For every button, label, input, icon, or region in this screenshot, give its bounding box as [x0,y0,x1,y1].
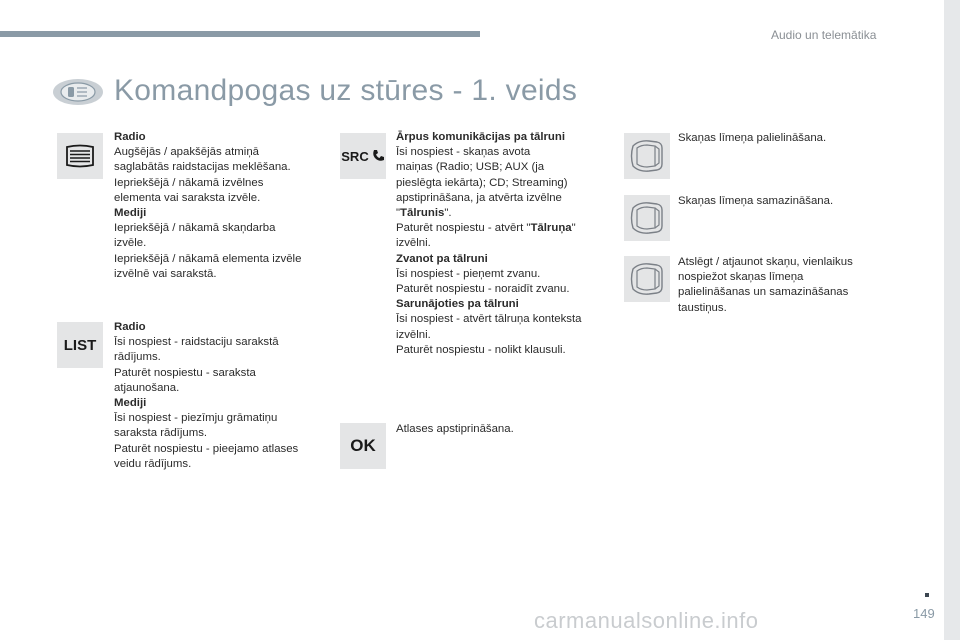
text-part: " [571,222,576,235]
column-3-block-1 [678,131,878,146]
scroll-wheel-icon [57,133,103,179]
section-header: Audio un telemātika [771,28,877,42]
text-line: elementa vai saraksta izvēle. [114,191,261,204]
text-emphasis: Tālrunis [400,207,445,220]
page-number: 149 [913,606,935,621]
text-line: Īsi nospiest - raidstaciju sarakstā [114,336,279,349]
top-rule [0,31,480,37]
steering-wheel-control-icon [52,78,104,106]
heading-media: Mediji [114,397,147,410]
text-line: pieslēgta iekārta); CD; Streaming) [396,176,568,189]
text-line: Augšējās / apakšējās atmiņā [114,146,259,159]
text-emphasis: Tālruņa [530,222,572,235]
text-line: saraksta rādījums. [114,427,208,440]
text-line: Skaņas līmeņa samazināšana. [678,195,834,207]
text-line: veidu rādījums. [114,457,192,470]
text-line: nospiežot skaņas līmeņa [678,271,804,284]
text-line [396,221,611,236]
text-part: Paturēt nospiestu - atvērt " [396,222,531,235]
text-line: palielināšanas un samazināšanas [678,286,849,299]
column-3-block-3 [678,255,878,316]
text-line: Īsi nospiest - pieņemt zvanu. [396,267,541,280]
volume-up-button-icon [624,133,670,179]
heading-during-call: Zvanot pa tālruni [396,252,488,265]
text-line [396,206,611,221]
text-line: Iepriekšējā / nākamā izvēlnes [114,176,264,189]
heading-radio: Radio [114,131,146,143]
text-line: izvēlni. [396,237,431,250]
mute-buttons-icon [624,256,670,302]
page-marker-dot [925,593,929,597]
src-button-icon [340,133,386,179]
text-line: izvēle. [114,237,147,250]
heading-talking: Sarunājoties pa tālruni [396,298,519,311]
text-line: rādījums. [114,351,161,364]
text-line: Iepriekšējā / nākamā elementa izvēle [114,252,302,265]
column-2-block-2 [396,422,611,437]
volume-down-button-icon [624,195,670,241]
heading-outside-call: Ārpus komunikācijas pa tālruni [396,131,566,143]
column-1-block-2 [114,320,326,472]
text-line: Īsi nospiest - piezīmju grāmatiņu [114,412,278,425]
ok-button-icon: OK [340,423,386,469]
list-button-icon: LIST [57,322,103,368]
text-line: Paturēt nospiestu - noraidīt zvanu. [396,283,570,296]
text-part: ". [444,207,452,220]
text-line: Īsi nospiest - skaņas avota [396,146,531,159]
text-line: Iepriekšējā / nākamā skaņdarba [114,222,276,235]
text-line: Skaņas līmeņa palielināšana. [678,132,827,144]
column-1-block-1 [114,130,326,282]
page-edge-strip [944,0,960,640]
heading-radio: Radio [114,321,146,333]
text-line: Paturēt nospiestu - pieejamo atlases [114,442,299,455]
text-line: Atslēgt / atjaunot skaņu, vienlaikus [678,256,853,268]
text-line: apstiprināšana, ja atvērta izvēlne [396,191,562,204]
text-part: " [396,207,401,220]
text-line: Īsi nospiest - atvērt tālruņa konteksta [396,313,582,326]
column-3-block-2 [678,194,878,209]
text-line: Atlases apstiprināšana. [396,423,514,435]
text-line: Paturēt nospiestu - nolikt klausuli. [396,343,566,356]
text-line: taustiņus. [678,301,727,314]
text-line: Paturēt nospiestu - saraksta [114,366,256,379]
column-2-block-1 [396,130,611,358]
watermark: carmanualsonline.info [534,608,759,633]
heading-media: Mediji [114,207,147,220]
page-title: Komandpogas uz stūres - 1. veids [114,74,578,107]
src-label: SRC [341,148,369,164]
text-line: maiņas (Radio; USB; AUX (ja [396,161,545,174]
text-line: izvēlnē vai sarakstā. [114,267,217,280]
text-line: izvēlni. [396,328,431,341]
text-line: saglabātās raidstacijas meklēšana. [114,161,291,174]
text-line: atjaunošana. [114,381,180,394]
phone-handset-icon [371,149,385,163]
